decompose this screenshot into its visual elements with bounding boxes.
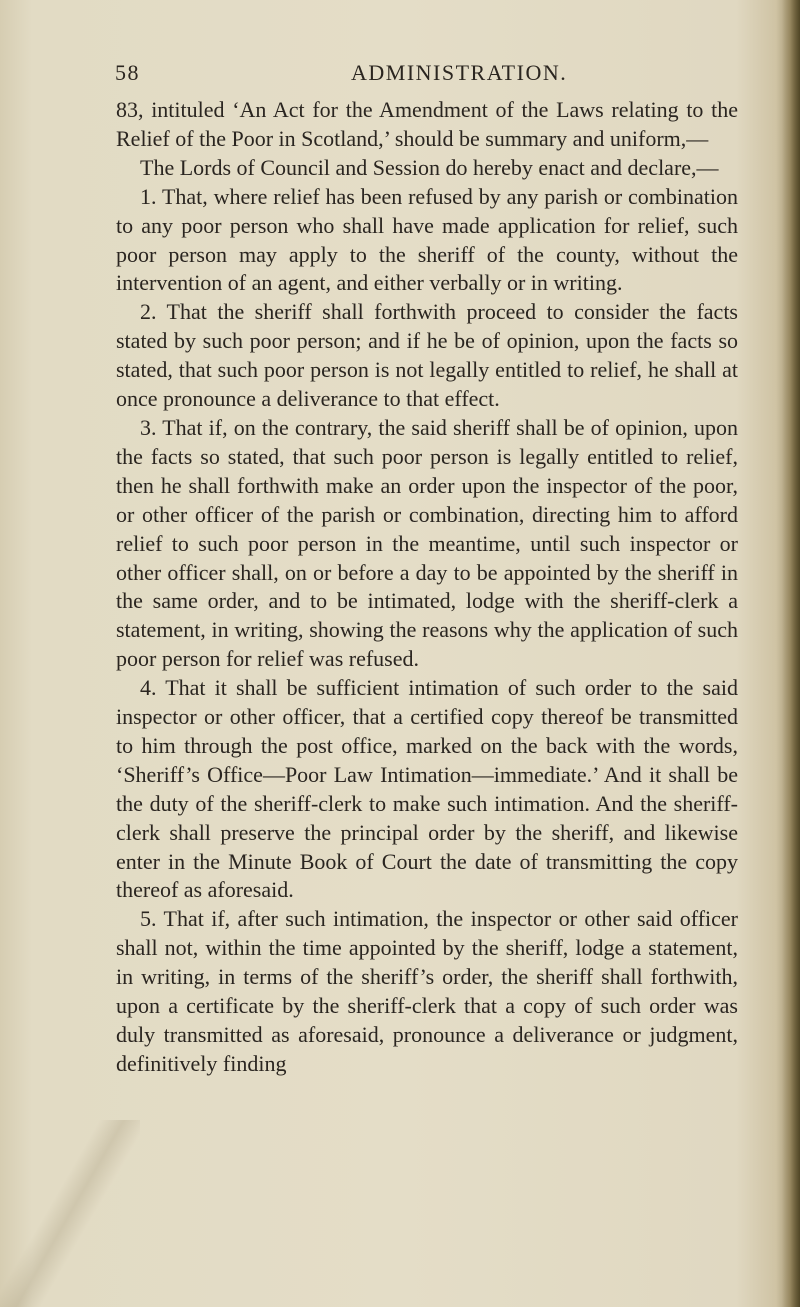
paragraph-continuation: 83, intituled ‘An Act for the Amendment of the Laws relating to the Relief of the Poor in Scotland,’ should be summary and uniform,— <box>116 97 738 151</box>
paragraph-section-5: 5. That if, after such intimation, the inspector or other said officer shall not, within the time appointed by the sheriff, lodge a statement, in writing, in terms of the sheriff’s order, the sheriff shall forthwith, upon a certificate by the sheriff-clerk that a copy of such order was duly transmitted as aforesaid, pronounce a deliverance or judgment, definitively finding <box>116 906 738 1076</box>
page-header <box>115 60 715 90</box>
paragraph-section-2: 2. That the sheriff shall forthwith proceed to consider the facts stated by such poor person; and if he be of opinion, upon the facts so stated, that such poor person is not legally entitled to relief, he shall at once pronounce a deliverance to that effect. <box>116 299 738 412</box>
paragraph-section-4: 4. That it shall be sufficient intimation of such order to the said inspector or other officer, that a certified copy thereof be transmitted to him through the post office, marked on the back with the words, ‘Sheriff’s Office—Poor Law Intimation—immediate.’ And it shall be the duty of the sheriff-clerk to make such intimation. And the sheriff-clerk shall preserve the principal order by the sheriff, and likewise enter in the Minute Book of Court the date of transmitting the copy thereof as aforesaid. <box>116 675 738 903</box>
paragraph-section-3: 3. That if, on the contrary, the said sheriff shall be of opinion, upon the facts so stated, that such poor person is legally entitled to relief, then he shall forthwith make an order upon the inspector of the poor, or other officer of the parish or combination, directing him to afford relief to such poor person in the meantime, until such inspector or other officer shall, on or before a day to be appointed by the sheriff in the same order, and to be intimated, lodge with the sheriff-clerk a statement, in writing, showing the reasons why the application of such poor person for relief was refused. <box>116 414 738 672</box>
page-number: 58 <box>115 60 140 85</box>
running-head: ADMINISTRATION. <box>351 60 568 85</box>
body-text <box>116 96 738 1079</box>
page-edge-shadow <box>782 0 800 1307</box>
paragraph-section-1: 1. That, where relief has been refused by any parish or combination to any poor person who shall have made application for relief, such poor person may apply to the sheriff of the county, without the intervention of an agent, and either verbally or in writing. <box>116 183 738 296</box>
paragraph-enactment: The Lords of Council and Session do hereby enact and declare,— <box>140 154 719 180</box>
page-crease <box>0 1120 140 1307</box>
